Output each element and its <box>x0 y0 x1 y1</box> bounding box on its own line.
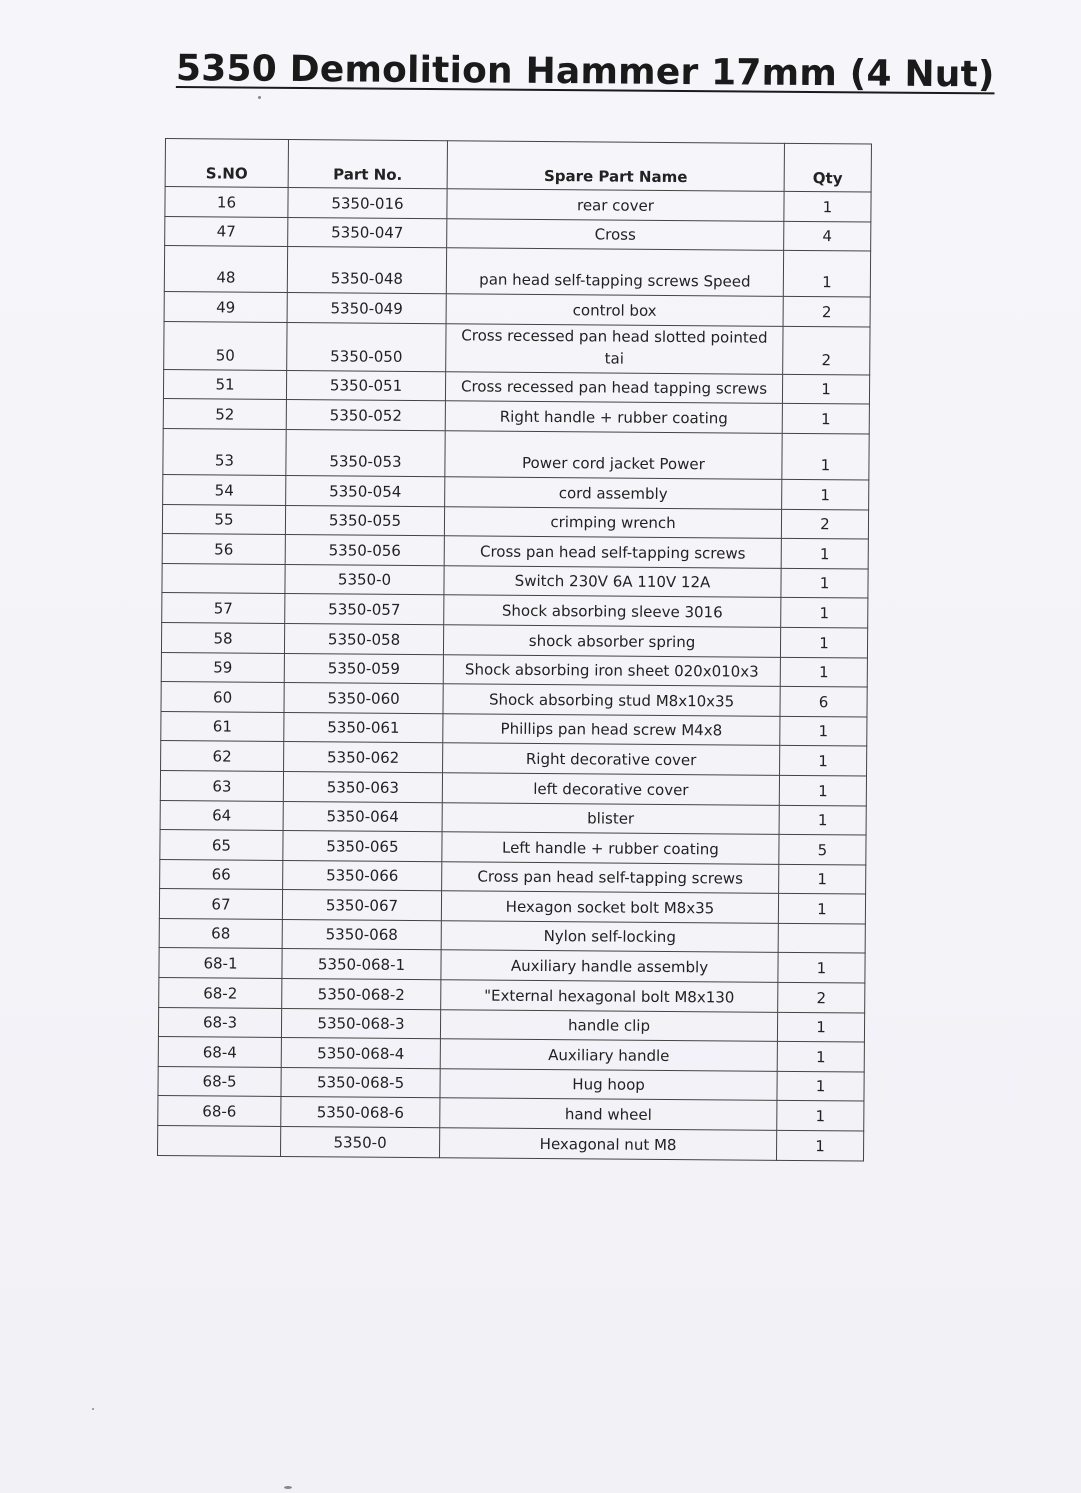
cell-sno: 47 <box>165 216 288 247</box>
cell-qty: 1 <box>777 1071 864 1101</box>
header-spare-part-name: Spare Part Name <box>447 141 784 192</box>
cell-part-no: 5350-054 <box>286 475 445 506</box>
cell-sno: 53 <box>163 428 286 475</box>
cell-sno: 16 <box>165 187 288 218</box>
cell-part-no: 5350-051 <box>286 370 445 401</box>
cell-qty: 1 <box>778 953 865 983</box>
cell-qty: 4 <box>784 221 871 251</box>
cell-part-name: Cross pan head self-tapping screws <box>444 536 781 568</box>
table-body <box>158 187 872 1161</box>
cell-qty: 1 <box>777 1101 864 1131</box>
cell-part-no: 5350-068-6 <box>281 1097 440 1128</box>
cell-part-no: 5350-067 <box>282 890 441 921</box>
cell-qty: 1 <box>784 191 871 221</box>
cell-sno: 68-3 <box>158 1007 281 1038</box>
cell-part-name: Hexagonal nut M8 <box>440 1128 777 1160</box>
cell-sno: 60 <box>161 682 284 713</box>
cell-part-no: 5350-068-4 <box>281 1038 440 1069</box>
cell-qty: 1 <box>781 598 868 628</box>
cell-sno: 63 <box>160 770 283 801</box>
cell-part-no: 5350-016 <box>288 187 447 218</box>
cell-part-no: 5350-068 <box>282 919 441 950</box>
cell-part-name: hand wheel <box>440 1098 777 1130</box>
cell-part-name: Left handle + rubber coating <box>442 832 779 864</box>
cell-qty: 1 <box>779 775 866 805</box>
cell-qty: 1 <box>776 1130 863 1160</box>
cell-qty: 1 <box>782 433 869 480</box>
cell-sno: 66 <box>160 859 283 890</box>
cell-qty: 1 <box>779 805 866 835</box>
cell-part-no: 5350-068-3 <box>281 1008 440 1039</box>
cell-part-no: 5350-059 <box>284 653 443 684</box>
cell-sno: 48 <box>164 246 287 293</box>
cell-qty: 1 <box>782 404 869 434</box>
cell-part-name: handle clip <box>440 1009 777 1041</box>
cell-sno: 59 <box>161 652 284 683</box>
cell-part-no: 5350-048 <box>287 247 446 294</box>
table-row <box>158 1126 864 1161</box>
cell-sno: 68-5 <box>158 1066 281 1097</box>
cell-part-no: 5350-047 <box>288 217 447 248</box>
table-row <box>164 246 870 298</box>
cell-part-name: Right handle + rubber coating <box>445 401 782 433</box>
cell-part-name: Hexagon socket bolt M8x35 <box>441 891 778 923</box>
cell-sno <box>158 1126 281 1157</box>
cell-part-no: 5350-050 <box>287 322 446 371</box>
cell-part-name: Shock absorbing iron sheet 020x010x3 <box>443 654 780 686</box>
cell-part-name: Right decorative cover <box>443 743 780 775</box>
cell-qty: 2 <box>783 326 870 375</box>
cell-part-name: Cross <box>447 218 784 250</box>
cell-part-name: Auxiliary handle <box>440 1039 777 1071</box>
cell-qty: 1 <box>780 746 867 776</box>
cell-part-name: Shock absorbing sleeve 3016 <box>444 595 781 627</box>
cell-part-no: 5350-061 <box>284 712 443 743</box>
cell-sno: 57 <box>162 593 285 624</box>
cell-qty: 1 <box>782 479 869 509</box>
cell-part-no: 5350-0 <box>281 1126 440 1157</box>
cell-part-no: 5350-065 <box>283 831 442 862</box>
cell-part-no: 5350-068-1 <box>282 949 441 980</box>
cell-qty <box>778 923 865 953</box>
cell-part-no: 5350-068-5 <box>281 1067 440 1098</box>
cell-qty: 1 <box>779 864 866 894</box>
table-row <box>164 321 870 375</box>
cell-part-no: 5350-055 <box>285 505 444 536</box>
cell-sno: 68-4 <box>158 1037 281 1068</box>
cell-part-name: Nylon self-locking <box>441 921 778 953</box>
cell-sno: 54 <box>163 474 286 505</box>
cell-part-name: pan head self-tapping screws Speed <box>446 248 783 297</box>
cell-part-name: Switch 230V 6A 110V 12A <box>444 565 781 597</box>
cell-sno: 68-1 <box>159 948 282 979</box>
cell-qty: 2 <box>781 509 868 539</box>
cell-qty: 1 <box>778 894 865 924</box>
cell-sno: 68-6 <box>158 1096 281 1127</box>
cell-qty: 1 <box>782 374 869 404</box>
cell-qty: 2 <box>783 297 870 327</box>
cell-sno: 51 <box>163 369 286 400</box>
cell-part-name: Shock absorbing stud M8x10x35 <box>443 684 780 716</box>
cell-part-no: 5350-0 <box>285 564 444 595</box>
cell-part-name: crimping wrench <box>444 506 781 538</box>
cell-qty: 1 <box>780 716 867 746</box>
cell-qty: 1 <box>777 1012 864 1042</box>
table-header-row <box>165 139 871 193</box>
cell-part-no: 5350-052 <box>286 400 445 431</box>
cell-part-name: Power cord jacket Power <box>445 431 782 480</box>
cell-part-name: rear cover <box>447 189 784 221</box>
cell-part-name: Cross recessed pan head tapping screws <box>445 371 782 403</box>
cell-sno: 58 <box>161 622 284 653</box>
cell-part-no: 5350-056 <box>285 535 444 566</box>
cell-qty: 1 <box>780 627 867 657</box>
cell-qty: 1 <box>781 568 868 598</box>
cell-part-name: shock absorber spring <box>443 625 780 657</box>
cell-sno: 68-2 <box>159 978 282 1009</box>
cell-sno: 56 <box>162 534 285 565</box>
cell-part-name: cord assembly <box>445 477 782 509</box>
cell-part-no: 5350-049 <box>287 293 446 324</box>
cell-part-name: left decorative cover <box>442 773 779 805</box>
cell-qty: 2 <box>778 982 865 1012</box>
cell-qty: 1 <box>783 251 870 298</box>
paper-speck <box>92 1408 94 1410</box>
parts-table-container <box>157 138 871 1161</box>
cell-part-no: 5350-057 <box>285 594 444 625</box>
cell-part-no: 5350-066 <box>283 860 442 891</box>
document-title: 5350 Demolition Hammer 17mm (4 Nut) <box>175 48 995 96</box>
cell-sno: 61 <box>161 711 284 742</box>
cell-part-name: Hug hoop <box>440 1069 777 1101</box>
header-part-no: Part No. <box>288 139 447 188</box>
cell-part-name: control box <box>446 294 783 326</box>
cell-part-no: 5350-063 <box>283 771 442 802</box>
paper-speck <box>258 96 261 99</box>
cell-qty: 1 <box>777 1042 864 1072</box>
cell-qty: 1 <box>780 657 867 687</box>
cell-sno: 65 <box>160 830 283 861</box>
cell-part-no: 5350-053 <box>286 429 445 476</box>
cell-part-no: 5350-062 <box>284 742 443 773</box>
cell-part-no: 5350-058 <box>284 623 443 654</box>
header-sno: S.NO <box>165 139 288 188</box>
cell-sno <box>162 563 285 594</box>
cell-sno: 49 <box>164 292 287 323</box>
cell-part-no: 5350-064 <box>283 801 442 832</box>
paper-speck <box>284 1486 292 1489</box>
cell-part-name: "External hexagonal bolt M8x130 <box>441 980 778 1012</box>
cell-part-name: Auxiliary handle assembly <box>441 950 778 982</box>
cell-part-name: Cross recessed pan head slotted pointed tai <box>446 323 783 374</box>
header-qty: Qty <box>784 143 871 192</box>
cell-part-no: 5350-068-2 <box>282 979 441 1010</box>
cell-sno: 50 <box>164 321 287 370</box>
cell-part-name: blister <box>442 802 779 834</box>
cell-sno: 55 <box>162 504 285 535</box>
cell-sno: 64 <box>160 800 283 831</box>
cell-sno: 68 <box>159 918 282 949</box>
cell-part-name: Phillips pan head screw M4x8 <box>443 713 780 745</box>
cell-part-name: Cross pan head self-tapping screws <box>442 861 779 893</box>
cell-sno: 62 <box>161 741 284 772</box>
cell-sno: 67 <box>159 889 282 920</box>
parts-table <box>157 138 872 1161</box>
cell-qty: 6 <box>780 686 867 716</box>
cell-sno: 52 <box>163 399 286 430</box>
cell-qty: 5 <box>779 834 866 864</box>
cell-part-no: 5350-060 <box>284 683 443 714</box>
table-row <box>163 428 869 480</box>
cell-qty: 1 <box>781 539 868 569</box>
